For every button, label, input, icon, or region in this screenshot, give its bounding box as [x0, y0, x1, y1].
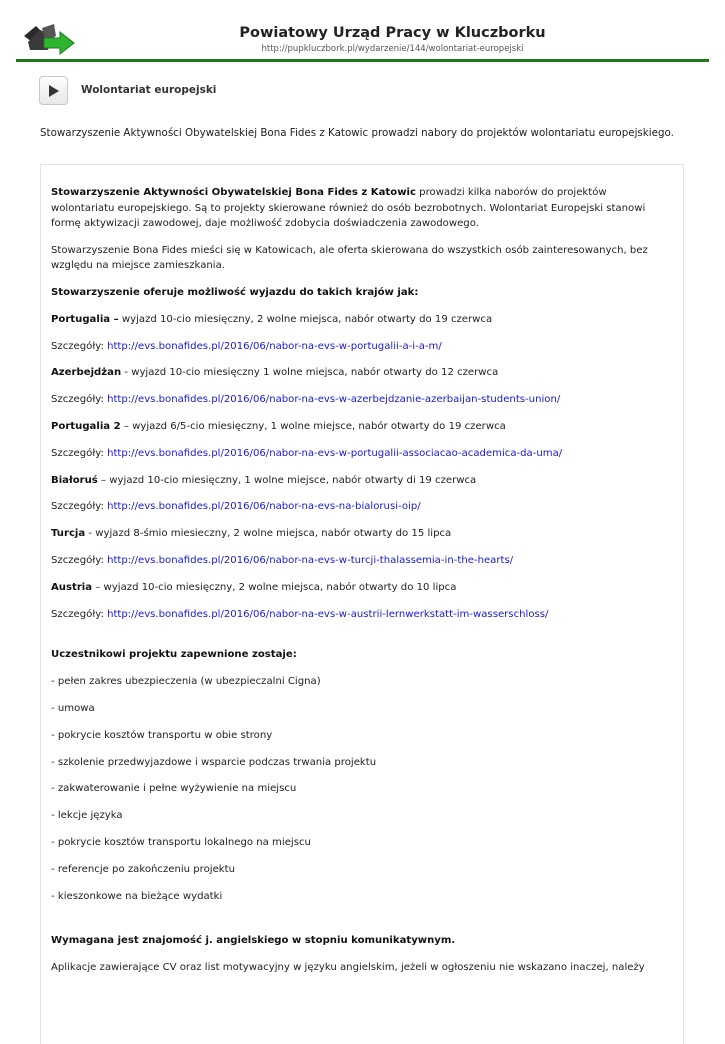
heading-text: Uczestnikowi projektu zapewnione zostaje: — [51, 649, 297, 661]
offer-details — [51, 607, 671, 623]
article-box — [40, 164, 684, 1044]
play-button[interactable] — [39, 76, 68, 105]
benefit-item: - umowa — [51, 703, 95, 715]
offer-link[interactable]: http://evs.bonafides.pl/2016/06/nabor-na-evs-na-bialorusi-oip/ — [107, 501, 421, 513]
offer-desc: – wyjazd 10-cio miesięczny, 2 wolne miejsca, nabór otwarty do 10 lipca — [92, 581, 457, 593]
site-header — [0, 0, 725, 62]
offer-link[interactable]: http://evs.bonafides.pl/2016/06/nabor-na-evs-w-austrii-lernwerkstatt-im-wasserschloss/ — [107, 608, 549, 620]
details-label: Szczegóły: — [51, 340, 108, 352]
details-label: Szczegóły: — [51, 447, 108, 459]
country-name: Azerbejdżan — [51, 367, 122, 379]
countries-heading — [51, 285, 671, 301]
spacer — [51, 633, 671, 647]
country-name: Austria — [51, 581, 93, 593]
benefit-item: - pokrycie kosztów transportu w obie strony — [51, 729, 273, 741]
country-name: Turcja — [51, 528, 86, 540]
site-title: Powiatowy Urząd Pracy w Kluczborku — [239, 25, 546, 41]
benefit-item: - szkolenie przedwyjazdowe i wsparcie podczas trwania projektu — [51, 756, 377, 768]
play-icon — [48, 84, 60, 98]
country-name: Portugalia – — [51, 313, 119, 325]
page-title: Wolontariat europejski — [81, 84, 217, 96]
offer-details — [51, 499, 671, 515]
page-url: http://pupkluczbork.pl/wydarzenie/144/wolontariat-europejski — [261, 44, 524, 54]
offer-link[interactable]: http://evs.bonafides.pl/2016/06/nabor-na-evs-w-turcji-thalassemia-in-the-hearts/ — [107, 555, 514, 567]
benefit-item: - kieszonkowe na bieżące wydatki — [51, 890, 223, 902]
offer-desc: – wyjazd 10-cio miesięczny, 1 wolne miejsce, nabór otwarty di 19 czerwca — [97, 474, 477, 486]
org-name: Stowarzyszenie Aktywności Obywatelskiej Bona Fides z Katowic — [51, 187, 416, 198]
benefits-heading — [51, 647, 671, 663]
article-paragraph: Stowarzyszenie Bona Fides mieści się w Katowicach, ale oferta skierowana do wszystkich osób zainteresowanych, bez względu na miejsce zamieszkania. — [51, 244, 648, 272]
benefit-item: - pokrycie kosztów transportu lokalnego na miejscu — [51, 837, 311, 849]
offer-item — [51, 365, 671, 381]
details-label: Szczegóły: — [51, 555, 108, 567]
offer-item — [51, 580, 671, 596]
country-name: Białoruś — [51, 474, 98, 486]
requirement — [51, 933, 671, 949]
offer-item — [51, 473, 671, 489]
article-content — [51, 185, 671, 987]
offer-item — [51, 526, 671, 542]
paragraph-text: prowadzi kilka naborów do projektów wolontariatu europejskiego. Są to projekty skierowane również do osób bezrobotnych. Wolontariat Europejski stanowi formę aktywizacji zawodowej, daje możliwość zdobycia doświadczenia zawodowego. — [51, 187, 646, 229]
benefit-item: - lekcje języka — [51, 810, 123, 822]
requirement-text: Wymagana jest znajomość j. angielskiego w stopniu komunikatywnym. — [51, 935, 456, 947]
heading-text: Stowarzyszenie oferuje możliwość wyjazdu do takich krajów jak: — [51, 287, 419, 299]
offer-item — [51, 312, 671, 328]
offer-details — [51, 446, 671, 462]
offer-desc: – wyjazd 6/5-cio miesięczny, 1 wolne miejsce, nabór otwarty do 19 czerwca — [120, 421, 506, 433]
offer-details — [51, 553, 671, 569]
country-name: Portugalia 2 — [51, 421, 121, 433]
offer-link[interactable]: http://evs.bonafides.pl/2016/06/nabor-na-evs-w-azerbejdzanie-azerbaijan-students-union/ — [107, 394, 561, 406]
details-label: Szczegóły: — [51, 394, 108, 406]
benefit-item: - zakwaterowanie i pełne wyżywienie na miejscu — [51, 783, 297, 795]
spacer — [51, 915, 671, 933]
details-label: Szczegóły: — [51, 608, 108, 620]
offer-details — [51, 339, 671, 355]
offer-desc: - wyjazd 8-śmio miesieczny, 2 wolne miejsca, nabór otwarty do 15 lipca — [85, 528, 452, 540]
offer-link[interactable]: http://evs.bonafides.pl/2016/06/nabor-na-evs-w-portugalii-associacao-academica-da-uma/ — [107, 447, 563, 459]
benefit-item: - pełen zakres ubezpieczenia (w ubezpieczalni Cigna) — [51, 676, 321, 688]
offer-desc: - wyjazd 10-cio miesięczny 1 wolne miejsca, nabór otwarty do 12 czerwca — [121, 367, 499, 379]
application-text: Aplikacje zawierające CV oraz list motywacyjny w języku angielskim, jeżeli w ogłoszeniu nie wskazano inaczej, należy — [51, 962, 645, 974]
offer-link[interactable]: http://evs.bonafides.pl/2016/06/nabor-na-evs-w-portugalii-a-i-a-m/ — [107, 340, 442, 352]
benefit-item: - referencje po zakończeniu projektu — [51, 863, 235, 875]
offer-desc: wyjazd 10-cio miesięczny, 2 wolne miejsca, nabór otwarty do 19 czerwca — [118, 313, 493, 325]
page-heading — [0, 62, 725, 122]
details-label: Szczegóły: — [51, 501, 108, 513]
article-paragraph — [51, 185, 671, 232]
offer-details — [51, 392, 671, 408]
offer-item — [51, 419, 671, 435]
intro-text: Stowarzyszenie Aktywności Obywatelskiej Bona Fides z Katowic prowadzi nabory do projektów wolontariatu europejskiego. — [40, 127, 674, 139]
